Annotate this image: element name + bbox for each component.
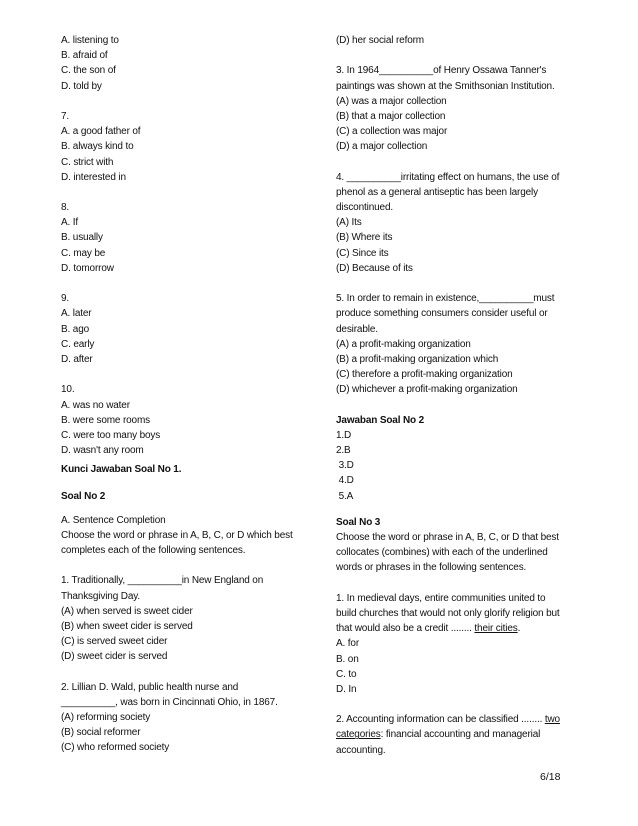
question-text: paintings was shown at the Smithsonian Institution. — [336, 80, 555, 92]
text: : financial accounting and managerial — [380, 729, 541, 741]
soal2-question-4 — [336, 170, 584, 276]
question-text: 4. __________irritating effect on humans, the use of — [336, 171, 560, 183]
option: B. were some rooms — [61, 414, 150, 426]
question-text: 5. In order to remain in existence,__________must — [336, 293, 555, 305]
instruction-line: collocates (combines) with each of the underlined — [336, 547, 548, 559]
option: D. In — [336, 683, 357, 695]
option: A. If — [61, 217, 79, 229]
option: (A) was a major collection — [336, 95, 447, 107]
question-text: produce something consumers consider useful or — [336, 308, 548, 320]
text: . — [517, 623, 521, 635]
question-8 — [61, 200, 306, 276]
option: (A) reforming society — [61, 712, 151, 724]
option: C. were too many boys — [61, 429, 161, 441]
soal-3-heading: Soal No 3 — [336, 516, 381, 528]
option: A. for — [336, 638, 359, 650]
soal3-question-2 — [336, 712, 584, 758]
instruction-line: A. Sentence Completion — [61, 514, 166, 526]
jawaban-list — [336, 428, 584, 504]
option: (B) that a major collection — [336, 110, 446, 122]
option: (D) her social reform — [336, 35, 424, 46]
option: (A) when served is sweet cider — [61, 605, 193, 617]
question-text: desirable. — [336, 323, 378, 335]
option: (A) a profit-making organization — [336, 338, 471, 350]
option: B. afraid of — [61, 50, 108, 62]
question-text: 1. Traditionally, __________in New England on — [61, 575, 264, 587]
option: (C) therefore a profit-making organization — [336, 369, 513, 381]
option: C. early — [61, 338, 95, 350]
soal-2-heading: Soal No 2 — [61, 491, 106, 503]
question-text — [336, 727, 584, 742]
option: B. always kind to — [61, 141, 134, 153]
option: (B) Where its — [336, 232, 393, 244]
answer-item: 2.B — [336, 445, 351, 457]
option: (B) when sweet cider is served — [61, 620, 193, 632]
soal2-question-3 — [336, 63, 584, 154]
soal2-question-1 — [61, 573, 306, 664]
question-number: 10. — [61, 384, 75, 396]
option: (A) Its — [336, 217, 362, 229]
option: (B) social reformer — [61, 727, 141, 739]
option: D. interested in — [61, 171, 126, 183]
option: C. to — [336, 668, 357, 680]
question-text: __________, was born in Cincinnati Ohio, in 1867. — [61, 696, 278, 708]
question-text: 2. Lillian D. Wald, public health nurse and — [61, 681, 239, 693]
answer-item: 5.A — [336, 490, 354, 502]
option: C. may be — [61, 247, 106, 259]
option: (C) who reformed society — [61, 742, 170, 754]
instruction-line: words or phrases in the following sentences. — [336, 562, 527, 574]
kunci-jawaban-heading: Kunci Jawaban Soal No 1. — [61, 464, 182, 476]
option: C. the son of — [61, 65, 116, 77]
answer-item: 4.D — [336, 475, 354, 487]
option: B. ago — [61, 323, 90, 335]
question-text — [336, 712, 584, 727]
question-text: accounting. — [336, 744, 386, 756]
option: C. strict with — [61, 156, 114, 168]
option: A. listening to — [61, 35, 119, 46]
page-number: 6/18 — [540, 771, 561, 783]
option: D. told by — [61, 80, 102, 92]
option: A. a good father of — [61, 126, 141, 138]
option: (B) a profit-making organization which — [336, 353, 499, 365]
q6-options — [61, 33, 306, 94]
question-text: phenol as a general antiseptic has been largely — [336, 186, 538, 198]
left-column — [61, 33, 306, 756]
option: B. on — [336, 653, 359, 665]
text: 2. Accounting information can be classified ........ — [336, 714, 545, 726]
option: (C) a collection was major — [336, 126, 448, 138]
option: (D) a major collection — [336, 141, 428, 153]
question-text: 3. In 1964__________of Henry Ossawa Tanner's — [336, 65, 547, 77]
soal2-question-5 — [336, 291, 584, 397]
option: (D) sweet cider is served — [61, 651, 168, 663]
question-text: Thanksgiving Day. — [61, 590, 140, 602]
option: A. was no water — [61, 399, 130, 411]
option: D. wasn't any room — [61, 445, 144, 457]
question-text — [336, 621, 584, 636]
option: (D) whichever a profit-making organization — [336, 384, 518, 396]
right-column — [336, 33, 584, 758]
underlined-phrase: two — [544, 714, 560, 726]
instruction-line: Choose the word or phrase in A, B, C, or D that best — [336, 532, 559, 543]
option: (D) Because of its — [336, 262, 413, 274]
question-text: 1. In medieval days, entire communities united to — [336, 592, 546, 604]
question-text: discontinued. — [336, 202, 393, 214]
question-number: 8. — [61, 202, 70, 214]
text: that would also be a credit ........ — [336, 623, 475, 635]
question-text: build churches that would not only glorify religion but — [336, 607, 560, 619]
option: B. usually — [61, 232, 103, 244]
question-number: 9. — [61, 293, 70, 305]
option: (C) Since its — [336, 247, 389, 259]
soal-3-instructions — [336, 530, 584, 576]
section-a-instructions — [61, 513, 306, 559]
underlined-phrase: their cities — [474, 623, 518, 635]
option: D. after — [61, 353, 93, 365]
soal3-question-1 — [336, 591, 584, 697]
instruction-line: completes each of the following sentences. — [61, 545, 246, 556]
underlined-phrase: categories — [336, 729, 381, 741]
option: D. tomorrow — [61, 262, 114, 274]
instruction-line: Choose the word or phrase in A, B, C, or D which best — [61, 529, 293, 541]
answer-item: 3.D — [336, 460, 354, 472]
answer-item: 1.D — [336, 429, 352, 441]
question-number: 7. — [61, 110, 70, 122]
question-10 — [61, 382, 306, 458]
question-9 — [61, 291, 306, 367]
jawaban-soal-2-heading: Jawaban Soal No 2 — [336, 414, 425, 426]
option: A. later — [61, 308, 92, 320]
soal2-question-2 — [61, 680, 306, 756]
option: (C) is served sweet cider — [61, 636, 168, 648]
question-7 — [61, 109, 306, 185]
